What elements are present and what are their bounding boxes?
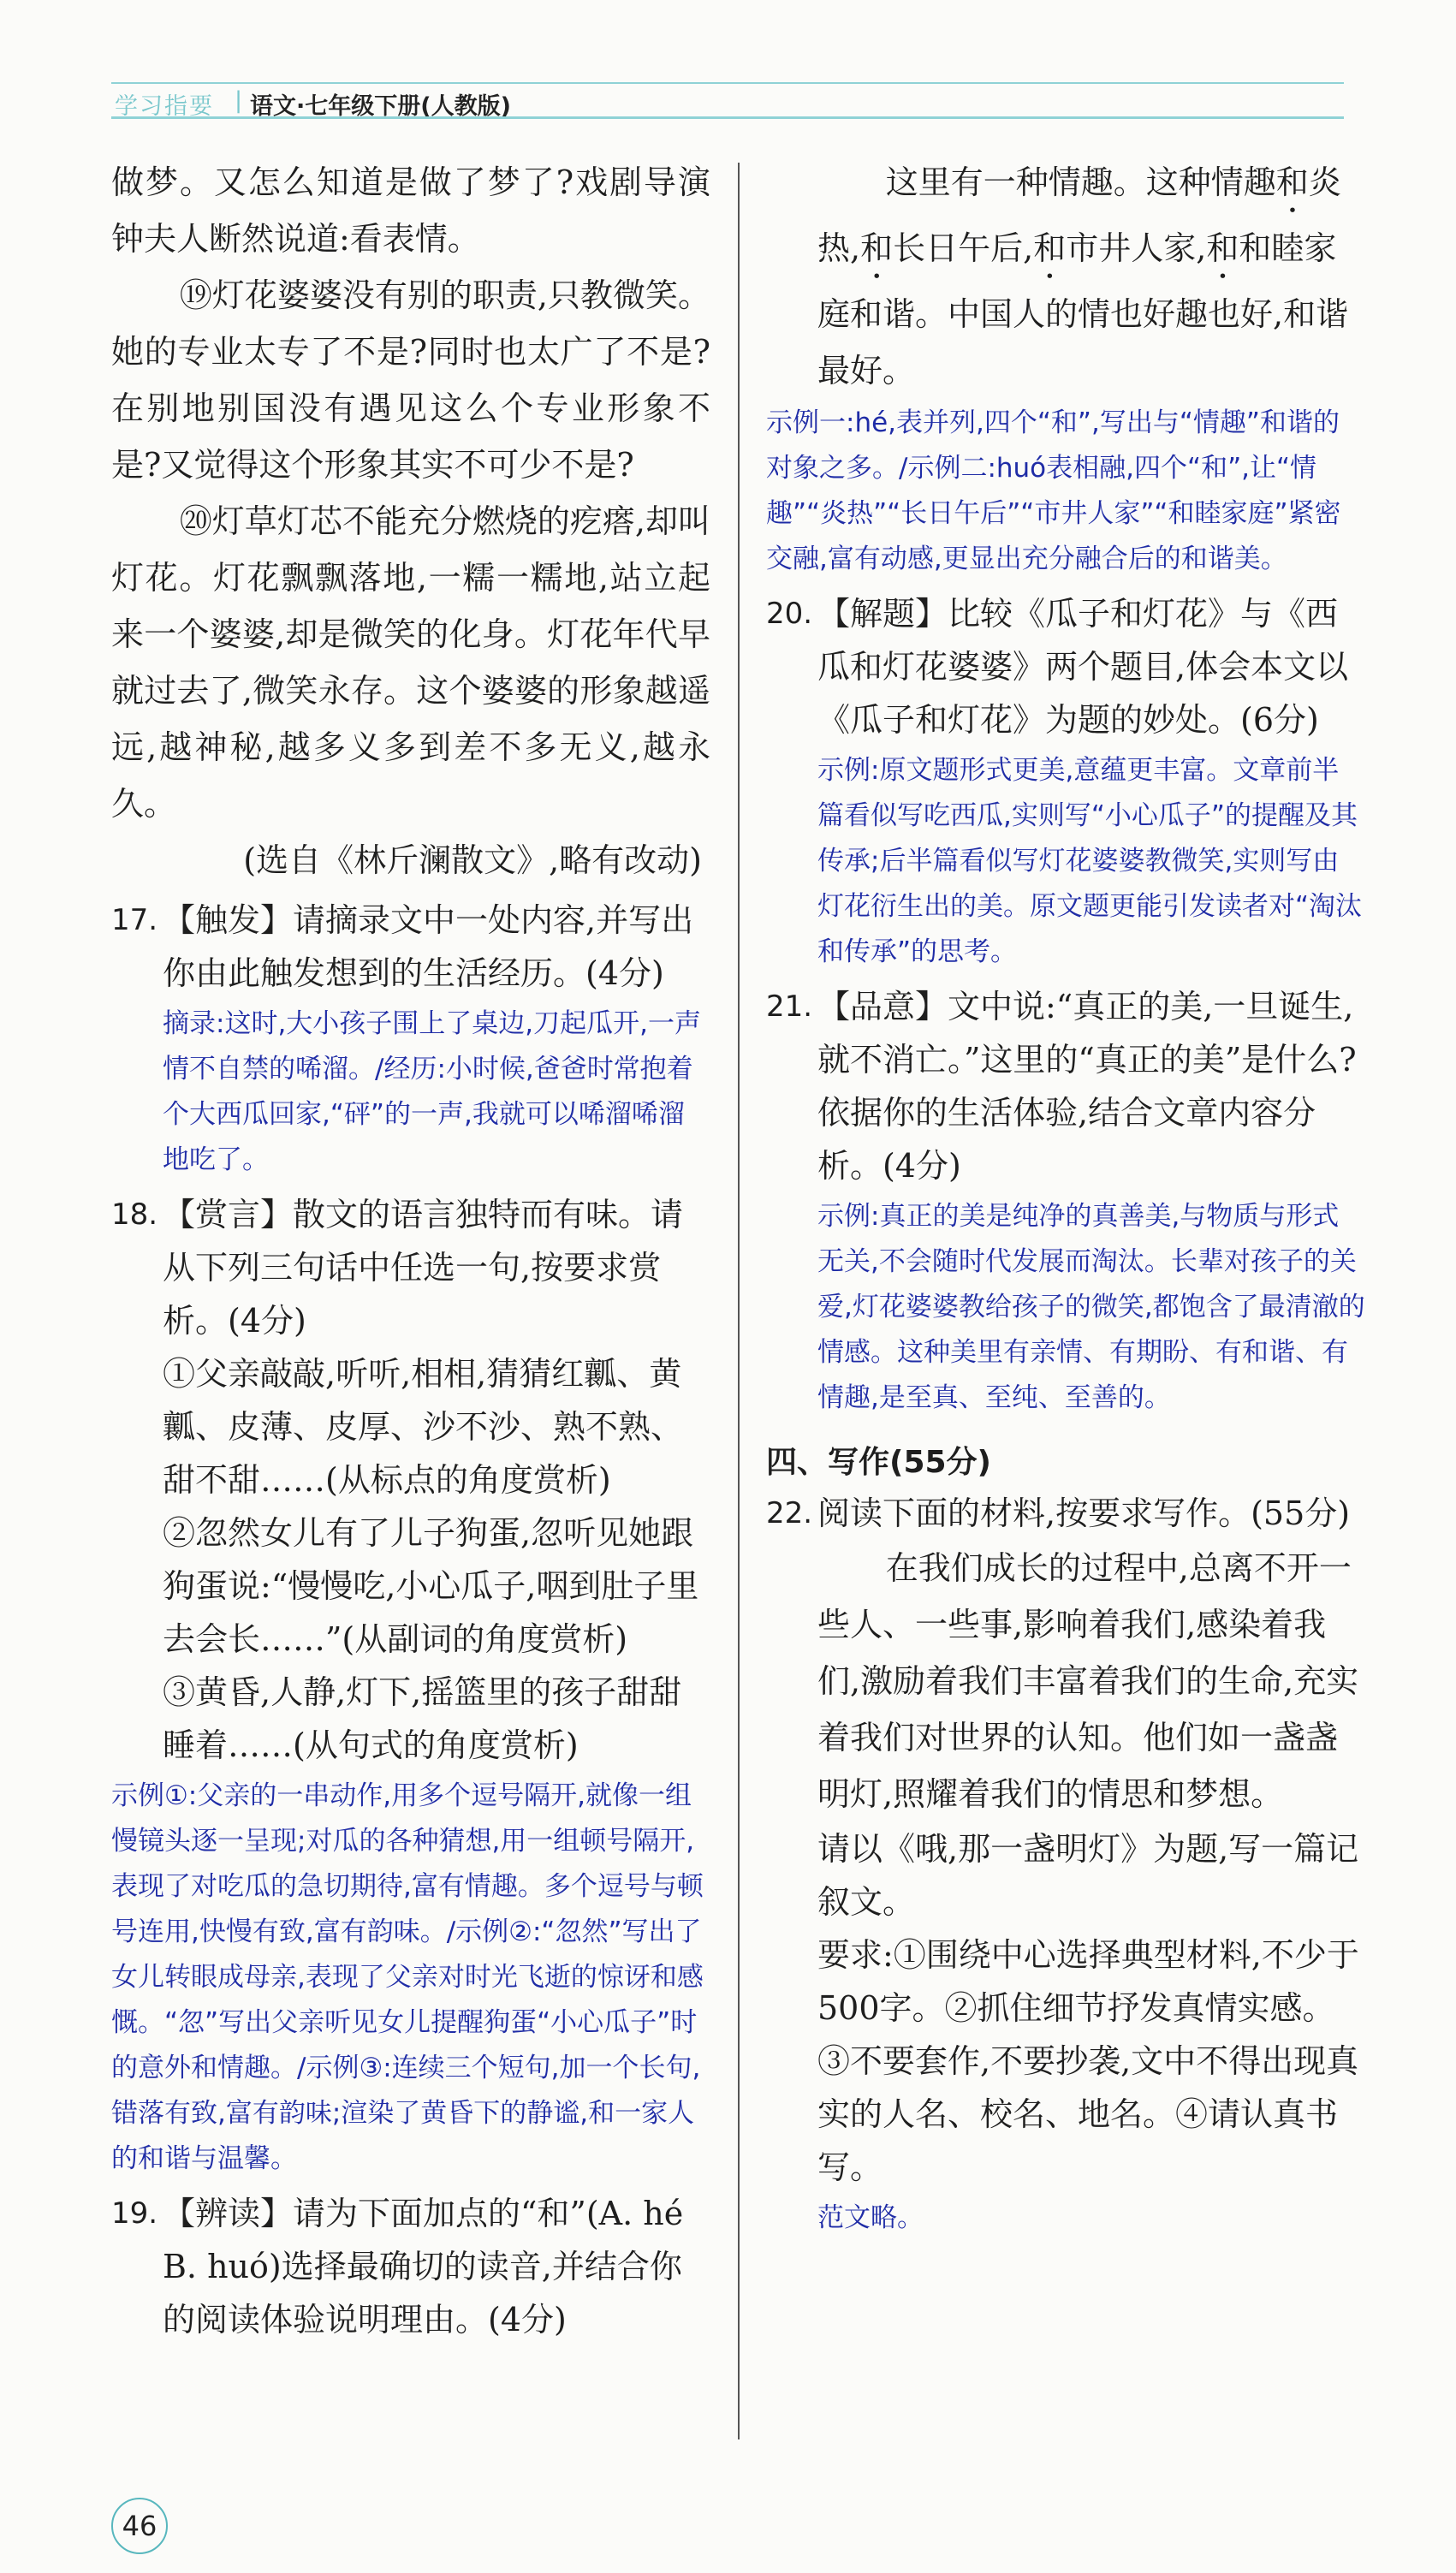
- page-header: [111, 82, 1344, 122]
- sentence-option-2: ②忽然女儿有了儿子狗蛋,忽听见她跟狗蛋说:“慢慢吃,小心瓜子,咽到肚子里去会长……”(从副词的角度赏析): [163, 1514, 699, 1658]
- question-17: [111, 894, 710, 1000]
- dotted-he: 和: [1033, 229, 1067, 267]
- passage-paragraph-19: ⑲灯花婆婆没有别的职责,只教微笑。她的专业太专了不是?同时也太广了不是?在别地别国没有遇见这么个专业形象不是?又觉得这个形象其实不可少不是?: [111, 276, 710, 484]
- question-20: [766, 587, 1365, 746]
- question-21: [766, 980, 1365, 1192]
- question-text: 【触发】请摘录文中一处内容,并写出你由此触发想到的生活经历。(4分): [163, 901, 694, 992]
- quote-part: 长日午后,: [893, 229, 1034, 267]
- question-text: 阅读下面的材料,按要求写作。(55分): [817, 1494, 1351, 1532]
- question-number: 20.: [766, 597, 813, 631]
- question-number: 18.: [111, 1197, 158, 1232]
- question-18: [111, 1188, 710, 1347]
- header-separator: |: [235, 87, 243, 114]
- quote-part: 市井人家,: [1066, 229, 1207, 267]
- answer-17: 摘录:这时,大小孩子围上了桌边,刀起瓜开,一声情不自禁的唏溜。/经历:小时候,爸爸时常抱着个大西瓜回家,“砰”的一声,我就可以唏溜唏溜地吃了。: [163, 1008, 702, 1175]
- question-number: 22.: [766, 1496, 813, 1530]
- dotted-he: 和: [1275, 163, 1309, 201]
- header-top-rule: [111, 82, 1344, 84]
- writing-prompt: 请以《哦,那一盏明灯》为题,写一篇记叙文。: [817, 1830, 1359, 1921]
- question-text: 【赏言】散文的语言独特而有味。请从下列三句话中任选一句,按要求赏析。(4分): [163, 1196, 684, 1340]
- left-column: [111, 154, 710, 2346]
- dotted-he: 和: [860, 229, 894, 267]
- right-column: [766, 154, 1365, 2246]
- passage-paragraph-20: ⑳灯草灯芯不能充分燃烧的疙瘩,却叫灯花。灯花飘飘落地,一糯一糯地,站立起来一个婆婆,却是微笑的化身。灯花年代早就过去了,微笑永存。这个婆婆的形象越遥远,越神秘,越多义多到差不多无义,越永久。: [111, 502, 710, 823]
- dotted-he: 和: [1206, 229, 1239, 267]
- quote-part: 这里有一种情趣。这种情趣: [885, 163, 1276, 201]
- answer-21: 示例:真正的美是纯净的真善美,与物质与形式无关,不会随时代发展而淘汰。长辈对孩子的关爱,灯花婆婆教给孩子的微笑,都饱含了最清澈的情感。这种美里有亲情、有期盼、有和谐、有情趣,是至真、至纯、至善的。: [817, 1201, 1365, 1413]
- answer-19: 示例一:hé,表并列,四个“和”,写出与“情趣”和谐的对象之多。/示例二:huó表相融,四个“和”,让“情趣”“炎热”“长日午后”“市井人家”“和睦家庭”紧密交融,富有动感,更显出充分融合后的和谐美。: [766, 407, 1341, 574]
- quote-part: 和睦家庭和谐。中国人的情也好趣也好,和谐最好。: [817, 229, 1349, 389]
- answer-20: 示例:原文题形式更美,意蕴更丰富。文章前半篇看似写吃西瓜,实则写“小心瓜子”的提醒及其传承;后半篇看似写灯花婆婆教微笑,实则写由灯花衍生出的美。原文题更能引发读者对“淘汰和传承”的思考。: [817, 755, 1363, 967]
- section-heading-writing: 四、写作(55分): [766, 1445, 992, 1480]
- question-text: 【辨读】请为下面加点的“和”(A. hé B. huó)选择最确切的读音,并结合你的阅读体验说明理由。(4分): [163, 2195, 684, 2338]
- column-divider: [738, 163, 740, 2439]
- question-text: 【解题】比较《瓜子和灯花》与《西瓜和灯花婆婆》两个题目,体会本文以《瓜子和灯花》为题的妙处。(6分): [817, 595, 1349, 739]
- passage-source: (选自《林斤澜散文》,略有改动): [243, 841, 702, 879]
- answer-18: 示例①:父亲的一串动作,用多个逗号隔开,就像一组慢镜头逐一呈现;对瓜的各种猜想,用一组顿号隔开,表现了对吃瓜的急切期待,富有情趣。多个逗号与顿号连用,快慢有致,富有韵味。/示例②:“忽然”写出了女儿转眼成母亲,表现了父亲对时光飞逝的惊讶和感慨。“忽”写出父亲听见女儿提醒狗蛋“小心瓜子”时的意外和情趣。/示例③:连续三个短句,加一个长句,错落有致,富有韵味;渲染了黄昏下的静谧,和一家人的和谐与温馨。: [111, 1780, 704, 2174]
- question-19: [111, 2187, 710, 2346]
- writing-material: 在我们成长的过程中,总离不开一些人、一些事,影响着我们,感染着我们,激励着我们丰富着我们的生命,充实着我们对世界的认知。他们如一盏盏明灯,照耀着我们的情思和梦想。: [817, 1549, 1359, 1813]
- sentence-option-3: ③黄昏,人静,灯下,摇篮里的孩子甜甜睡着……(从句式的角度赏析): [163, 1673, 682, 1764]
- header-tag: 学习指要: [115, 93, 214, 120]
- writing-requirements: 要求:①围绕中心选择典型材料,不少于500字。②抓住细节抒发真情实感。③不要套作,不要抄袭,文中不得出现真实的人名、校名、地名。④请认真书写。: [817, 1936, 1359, 2186]
- question-number: 19.: [111, 2196, 158, 2231]
- quote-part: 炎热,: [817, 163, 1341, 267]
- quoted-sentence: [766, 154, 1365, 399]
- sentence-option-1: ①父亲敲敲,听听,相相,猜猜红瓤、黄瓤、皮薄、皮厚、沙不沙、熟不熟、甜不甜……(从标点的角度赏析): [163, 1355, 684, 1499]
- question-22: [766, 1487, 1365, 1540]
- header-bottom-rule: [111, 116, 1344, 119]
- page-number: 46: [111, 2498, 168, 2554]
- passage-continued: 做梦。又怎么知道是做了梦了?戏剧导演钟夫人断然说道:看表情。: [111, 163, 710, 258]
- question-text: 【品意】文中说:“真正的美,一旦诞生,就不消亡。”这里的“真正的美”是什么?依据你的生活体验,结合文章内容分析。(4分): [817, 988, 1357, 1185]
- question-number: 21.: [766, 989, 813, 1024]
- answer-22: 范文略。: [817, 2202, 924, 2233]
- header-title: 语文·七年级下册(人教版): [250, 93, 511, 120]
- question-number: 17.: [111, 903, 158, 937]
